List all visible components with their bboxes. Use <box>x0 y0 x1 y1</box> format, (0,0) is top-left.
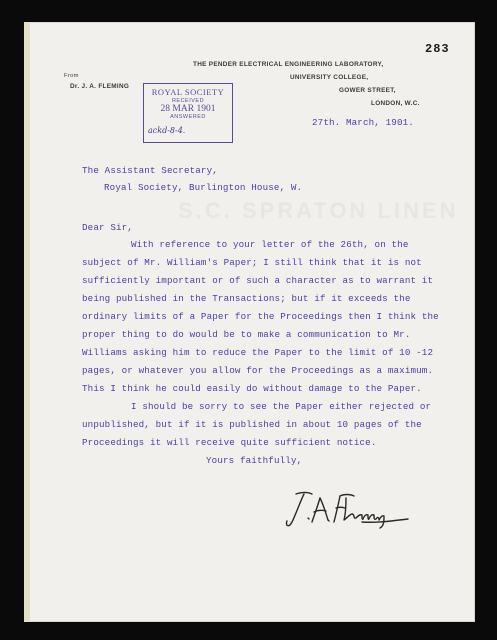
body-line: sufficiently important or of such a character as to warrant it <box>82 275 434 286</box>
recipient-line-1: The Assistant Secretary, <box>82 165 218 176</box>
recipient-line-2: Royal Society, Burlington House, W. <box>104 182 303 193</box>
salutation: Dear Sir, <box>82 222 133 233</box>
body-line: Proceedings it will receive quite sufficient notice. <box>82 437 377 448</box>
handwritten-signature <box>284 488 414 532</box>
paper-edge <box>24 22 30 622</box>
body-line: I should be sorry to see the Paper either rejected or <box>131 401 432 412</box>
body-line: With reference to your letter of the 26th, on the <box>131 239 409 250</box>
letterhead-from-label: From <box>64 73 79 79</box>
body-line: being published in the Transactions; but if it exceeds the <box>82 293 411 304</box>
body-line: This I think he could easily do without damage to the Paper. <box>82 383 422 394</box>
letterhead-college: UNIVERSITY COLLEGE, <box>290 74 369 81</box>
body-line: unpublished, but if it is published in about 10 pages of the <box>82 419 422 430</box>
body-line: Williams asking him to reduce the Paper to the limit of 10 -12 <box>82 347 434 358</box>
stamp-received-label: RECEIVED <box>171 98 205 104</box>
archive-number: 283 <box>425 42 450 56</box>
stamp-date: 28 MAR 1901 <box>160 104 216 114</box>
letterhead-street: GOWER STREET, <box>339 87 396 94</box>
stamp-society: ROYAL SOCIETY <box>151 87 225 97</box>
closing: Yours faithfully, <box>206 455 303 466</box>
stamp-handwritten-note: ackd-8-4. <box>148 126 186 135</box>
body-line: pages, or whatever you allow for the Proceedings as a maximum. <box>82 365 434 376</box>
body-line: proper thing to do would be to make a communication to Mr. <box>82 329 411 340</box>
body-line: ordinary limits of a Paper for the Proceedings then I think the <box>82 311 439 322</box>
letterhead-city: LONDON, W.C. <box>371 100 420 107</box>
letterhead-lab: THE PENDER ELECTRICAL ENGINEERING LABORATORY, <box>193 61 384 68</box>
stamp-answered-label: ANSWERED <box>170 114 206 120</box>
body-line: subject of Mr. William's Paper; I still think that it is not <box>82 257 422 268</box>
paper-watermark: S.C. SPRATON LINEN <box>178 198 459 223</box>
letterhead-from-name: Dr. J. A. FLEMING <box>70 83 130 90</box>
letter-date: 27th. March, 1901. <box>312 117 414 128</box>
letter-sheet <box>24 22 475 622</box>
